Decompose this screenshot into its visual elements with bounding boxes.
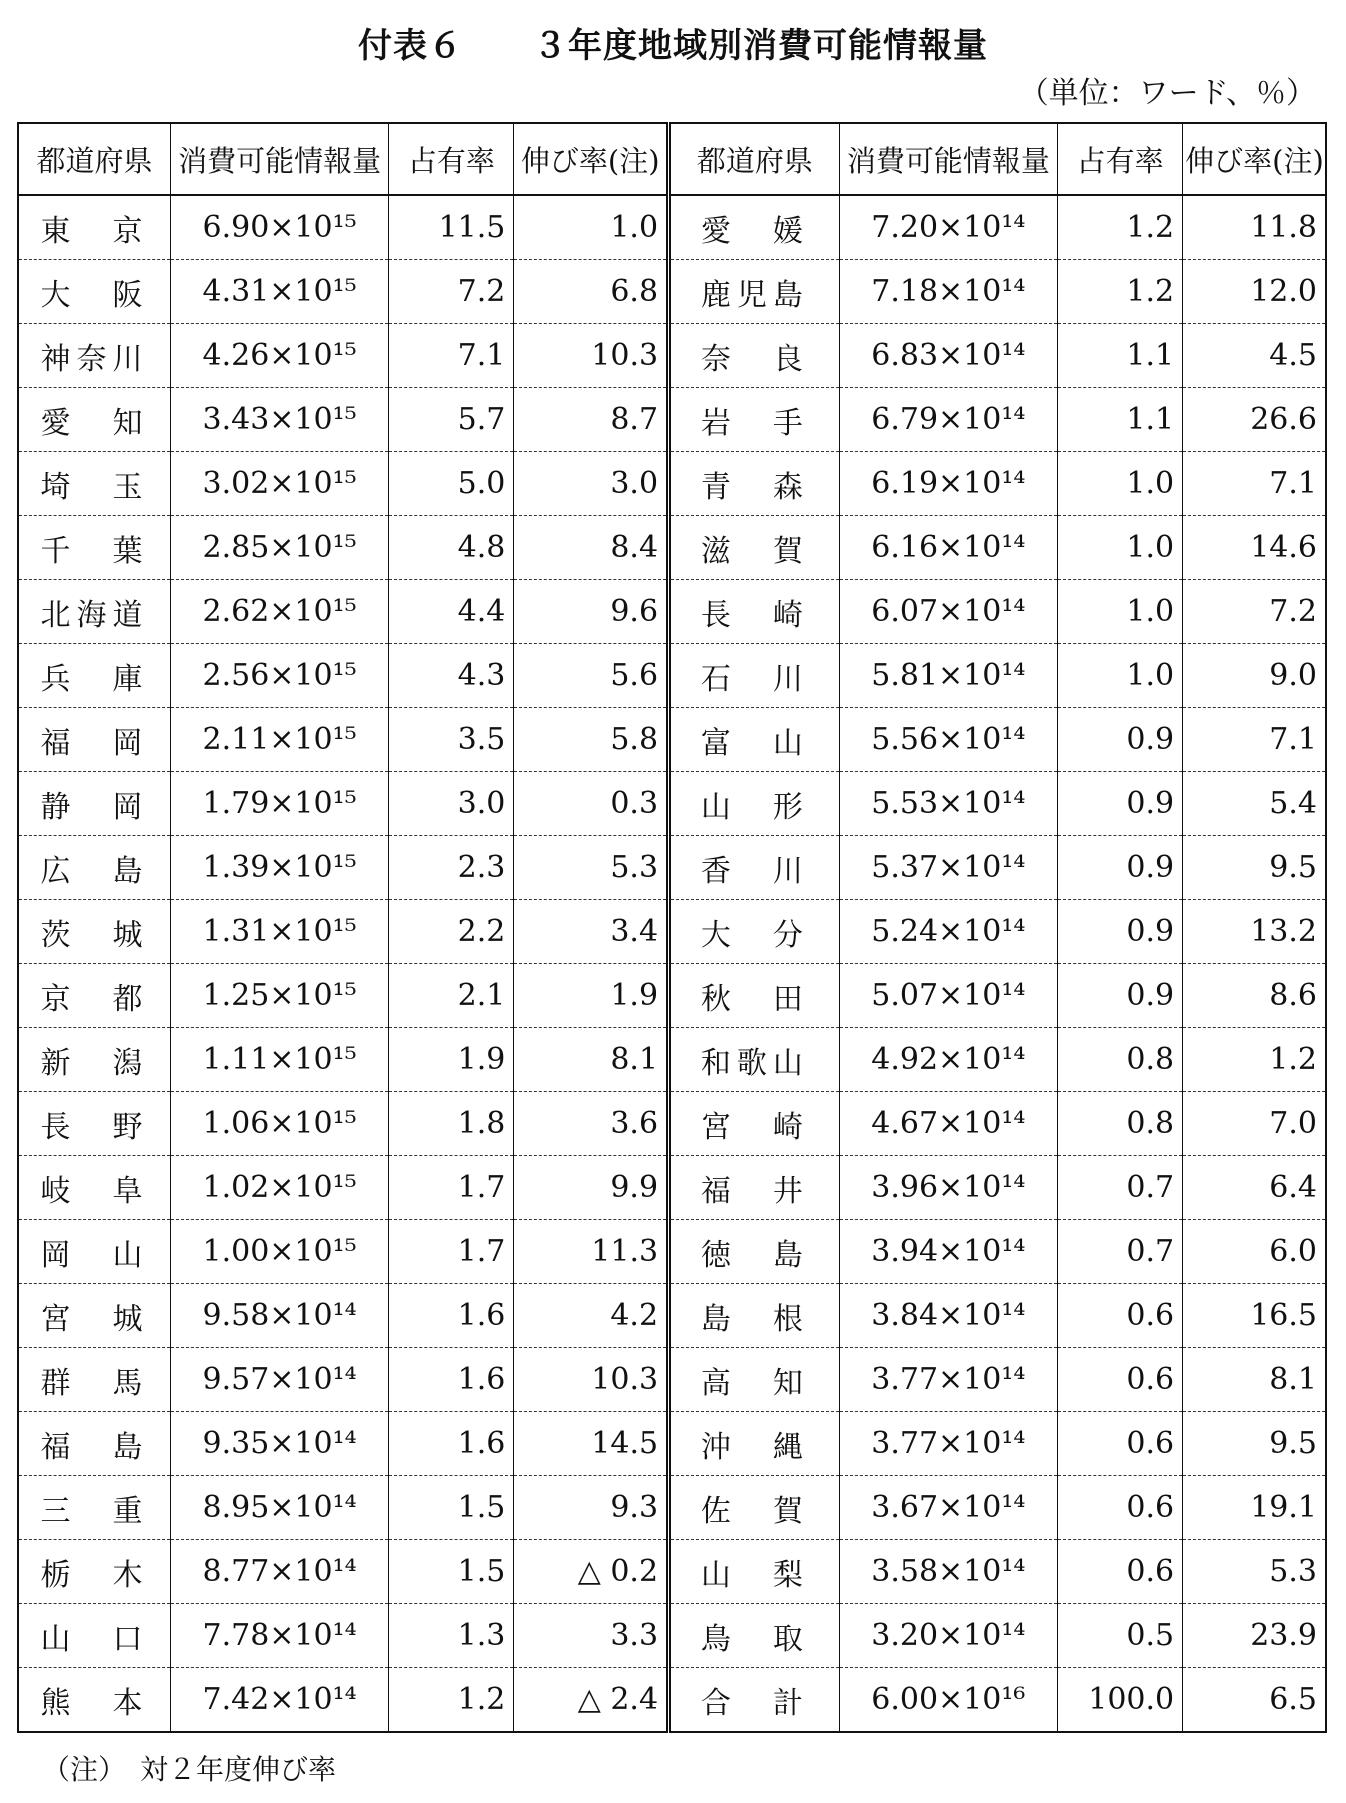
info-amount-cell: 5.56×10¹⁴ <box>839 708 1057 772</box>
prefecture-cell: 岐 阜 <box>18 1156 170 1220</box>
prefecture-cell: 山 梨 <box>669 1540 840 1604</box>
table-row <box>18 1348 1326 1412</box>
info-amount-cell: 7.78×10¹⁴ <box>170 1604 388 1668</box>
prefecture-cell: 茨 城 <box>18 900 170 964</box>
table-row <box>18 708 1326 772</box>
table-row <box>18 1668 1326 1733</box>
share-cell: 1.9 <box>389 1028 514 1092</box>
growth-cell: 11.8 <box>1183 195 1326 260</box>
growth-cell: 23.9 <box>1183 1604 1326 1668</box>
info-amount-cell: 2.11×10¹⁵ <box>170 708 388 772</box>
growth-cell: 3.4 <box>514 900 669 964</box>
share-cell: 0.5 <box>1058 1604 1183 1668</box>
share-cell: 1.0 <box>1058 516 1183 580</box>
info-amount-cell: 1.79×10¹⁵ <box>170 772 388 836</box>
info-amount-cell: 3.58×10¹⁴ <box>839 1540 1057 1604</box>
growth-cell: 8.1 <box>514 1028 669 1092</box>
info-amount-cell: 3.96×10¹⁴ <box>839 1156 1057 1220</box>
prefecture-cell: 徳 島 <box>669 1220 840 1284</box>
info-amount-cell: 8.77×10¹⁴ <box>170 1540 388 1604</box>
info-amount-cell: 3.20×10¹⁴ <box>839 1604 1057 1668</box>
info-amount-cell: 5.37×10¹⁴ <box>839 836 1057 900</box>
growth-cell: 4.2 <box>514 1284 669 1348</box>
table-row <box>18 1028 1326 1092</box>
info-amount-cell: 9.35×10¹⁴ <box>170 1412 388 1476</box>
growth-cell: 5.3 <box>514 836 669 900</box>
share-cell: 1.7 <box>389 1156 514 1220</box>
share-cell: 0.9 <box>1058 964 1183 1028</box>
growth-cell: 11.3 <box>514 1220 669 1284</box>
table-row <box>18 836 1326 900</box>
growth-cell: 26.6 <box>1183 388 1326 452</box>
share-cell: 0.6 <box>1058 1412 1183 1476</box>
info-amount-cell: 7.18×10¹⁴ <box>839 260 1057 324</box>
table-row <box>18 516 1326 580</box>
info-amount-cell: 7.20×10¹⁴ <box>839 195 1057 260</box>
growth-cell: 7.1 <box>1183 452 1326 516</box>
regional-info-table <box>17 122 1327 1733</box>
prefecture-cell: 香 川 <box>669 836 840 900</box>
share-cell: 0.8 <box>1058 1092 1183 1156</box>
table-row <box>18 1540 1326 1604</box>
table-row <box>18 1220 1326 1284</box>
table-row <box>18 1284 1326 1348</box>
growth-cell: 8.7 <box>514 388 669 452</box>
growth-cell: 1.2 <box>1183 1028 1326 1092</box>
share-cell: 0.9 <box>1058 836 1183 900</box>
info-amount-cell: 6.19×10¹⁴ <box>839 452 1057 516</box>
prefecture-cell: 北海道 <box>18 580 170 644</box>
table-row <box>18 260 1326 324</box>
growth-cell: 8.4 <box>514 516 669 580</box>
prefecture-cell: 千 葉 <box>18 516 170 580</box>
growth-cell: 5.8 <box>514 708 669 772</box>
share-cell: 1.2 <box>1058 260 1183 324</box>
info-amount-cell: 2.56×10¹⁵ <box>170 644 388 708</box>
growth-cell: 9.9 <box>514 1156 669 1220</box>
info-amount-cell: 3.84×10¹⁴ <box>839 1284 1057 1348</box>
prefecture-cell: 和歌山 <box>669 1028 840 1092</box>
growth-cell: 16.5 <box>1183 1284 1326 1348</box>
info-amount-cell: 6.07×10¹⁴ <box>839 580 1057 644</box>
growth-cell: 9.6 <box>514 580 669 644</box>
info-amount-cell: 4.67×10¹⁴ <box>839 1092 1057 1156</box>
info-amount-cell: 6.00×10¹⁶ <box>839 1668 1057 1733</box>
header-row <box>18 123 1326 195</box>
info-amount-cell: 1.25×10¹⁵ <box>170 964 388 1028</box>
info-amount-cell: 9.57×10¹⁴ <box>170 1348 388 1412</box>
share-cell: 7.2 <box>389 260 514 324</box>
table-row <box>18 580 1326 644</box>
share-cell: 5.0 <box>389 452 514 516</box>
prefecture-cell: 鹿児島 <box>669 260 840 324</box>
info-amount-cell: 5.81×10¹⁴ <box>839 644 1057 708</box>
table-row <box>18 1156 1326 1220</box>
prefecture-cell: 兵 庫 <box>18 644 170 708</box>
header-info-amount: 消費可能情報量 <box>839 123 1057 195</box>
table-row <box>18 772 1326 836</box>
prefecture-cell: 島 根 <box>669 1284 840 1348</box>
growth-cell: 5.3 <box>1183 1540 1326 1604</box>
share-cell: 1.1 <box>1058 388 1183 452</box>
info-amount-cell: 3.02×10¹⁵ <box>170 452 388 516</box>
growth-cell: 8.6 <box>1183 964 1326 1028</box>
prefecture-cell: 群 馬 <box>18 1348 170 1412</box>
prefecture-cell: 京 都 <box>18 964 170 1028</box>
growth-cell: 10.3 <box>514 324 669 388</box>
info-amount-cell: 1.31×10¹⁵ <box>170 900 388 964</box>
share-cell: 1.7 <box>389 1220 514 1284</box>
share-cell: 0.7 <box>1058 1220 1183 1284</box>
share-cell: 2.3 <box>389 836 514 900</box>
info-amount-cell: 1.11×10¹⁵ <box>170 1028 388 1092</box>
growth-cell: 12.0 <box>1183 260 1326 324</box>
prefecture-cell: 愛 知 <box>18 388 170 452</box>
share-cell: 1.0 <box>1058 452 1183 516</box>
share-cell: 7.1 <box>389 324 514 388</box>
info-amount-cell: 5.07×10¹⁴ <box>839 964 1057 1028</box>
growth-cell: 4.5 <box>1183 324 1326 388</box>
footnote: （注） 対２年度伸び率 <box>42 1753 337 1786</box>
prefecture-cell: 秋 田 <box>669 964 840 1028</box>
header-growth: 伸び率(注) <box>1183 123 1326 195</box>
prefecture-cell: 奈 良 <box>669 324 840 388</box>
growth-cell: 19.1 <box>1183 1476 1326 1540</box>
share-cell: 3.0 <box>389 772 514 836</box>
unit-label: （単位：ワード、％） <box>1018 76 1316 111</box>
info-amount-cell: 4.26×10¹⁵ <box>170 324 388 388</box>
info-amount-cell: 5.24×10¹⁴ <box>839 900 1057 964</box>
growth-cell: 5.6 <box>514 644 669 708</box>
table-row <box>18 1412 1326 1476</box>
table-title: 付表６ ３年度地域別消費可能情報量 <box>358 26 988 66</box>
share-cell: 4.8 <box>389 516 514 580</box>
prefecture-cell: 静 岡 <box>18 772 170 836</box>
share-cell: 2.1 <box>389 964 514 1028</box>
share-cell: 3.5 <box>389 708 514 772</box>
header-info-amount: 消費可能情報量 <box>170 123 388 195</box>
growth-cell: 9.0 <box>1183 644 1326 708</box>
growth-cell: 0.3 <box>514 772 669 836</box>
share-cell: 1.3 <box>389 1604 514 1668</box>
growth-cell: 6.0 <box>1183 1220 1326 1284</box>
prefecture-cell: 宮 崎 <box>669 1092 840 1156</box>
info-amount-cell: 6.83×10¹⁴ <box>839 324 1057 388</box>
info-amount-cell: 3.67×10¹⁴ <box>839 1476 1057 1540</box>
share-cell: 0.7 <box>1058 1156 1183 1220</box>
share-cell: 0.6 <box>1058 1540 1183 1604</box>
share-cell: 0.6 <box>1058 1476 1183 1540</box>
header-share: 占有率 <box>389 123 514 195</box>
prefecture-cell: 佐 賀 <box>669 1476 840 1540</box>
info-amount-cell: 3.77×10¹⁴ <box>839 1412 1057 1476</box>
growth-cell: 13.2 <box>1183 900 1326 964</box>
info-amount-cell: 4.92×10¹⁴ <box>839 1028 1057 1092</box>
header-growth: 伸び率(注) <box>514 123 669 195</box>
info-amount-cell: 3.77×10¹⁴ <box>839 1348 1057 1412</box>
prefecture-cell: 広 島 <box>18 836 170 900</box>
share-cell: 4.4 <box>389 580 514 644</box>
share-cell: 0.9 <box>1058 708 1183 772</box>
growth-cell: 7.2 <box>1183 580 1326 644</box>
growth-cell: 10.3 <box>514 1348 669 1412</box>
growth-cell: 14.5 <box>514 1412 669 1476</box>
growth-cell: △ 0.2 <box>514 1540 669 1604</box>
info-amount-cell: 5.53×10¹⁴ <box>839 772 1057 836</box>
share-cell: 5.7 <box>389 388 514 452</box>
prefecture-cell: 石 川 <box>669 644 840 708</box>
share-cell: 0.6 <box>1058 1284 1183 1348</box>
prefecture-cell: 滋 賀 <box>669 516 840 580</box>
info-amount-cell: 6.90×10¹⁵ <box>170 195 388 260</box>
share-cell: 1.0 <box>1058 644 1183 708</box>
growth-cell: 6.5 <box>1183 1668 1326 1733</box>
prefecture-cell: 福 島 <box>18 1412 170 1476</box>
share-cell: 0.9 <box>1058 900 1183 964</box>
share-cell: 1.8 <box>389 1092 514 1156</box>
info-amount-cell: 1.02×10¹⁵ <box>170 1156 388 1220</box>
share-cell: 11.5 <box>389 195 514 260</box>
info-amount-cell: 4.31×10¹⁵ <box>170 260 388 324</box>
prefecture-cell: 福 岡 <box>18 708 170 772</box>
share-cell: 1.5 <box>389 1476 514 1540</box>
prefecture-cell: 合 計 <box>669 1668 840 1733</box>
info-amount-cell: 7.42×10¹⁴ <box>170 1668 388 1733</box>
growth-cell: 3.6 <box>514 1092 669 1156</box>
table-row <box>18 1092 1326 1156</box>
info-amount-cell: 1.06×10¹⁵ <box>170 1092 388 1156</box>
growth-cell: 7.1 <box>1183 708 1326 772</box>
prefecture-cell: 山 形 <box>669 772 840 836</box>
prefecture-cell: 富 山 <box>669 708 840 772</box>
info-amount-cell: 1.39×10¹⁵ <box>170 836 388 900</box>
prefecture-cell: 福 井 <box>669 1156 840 1220</box>
table-row <box>18 452 1326 516</box>
share-cell: 1.5 <box>389 1540 514 1604</box>
info-amount-cell: 3.43×10¹⁵ <box>170 388 388 452</box>
prefecture-cell: 新 潟 <box>18 1028 170 1092</box>
growth-cell: 1.0 <box>514 195 669 260</box>
table-row <box>18 964 1326 1028</box>
share-cell: 0.8 <box>1058 1028 1183 1092</box>
prefecture-cell: 長 野 <box>18 1092 170 1156</box>
info-amount-cell: 8.95×10¹⁴ <box>170 1476 388 1540</box>
prefecture-cell: 鳥 取 <box>669 1604 840 1668</box>
growth-cell: 6.4 <box>1183 1156 1326 1220</box>
growth-cell: 14.6 <box>1183 516 1326 580</box>
share-cell: 100.0 <box>1058 1668 1183 1733</box>
share-cell: 1.1 <box>1058 324 1183 388</box>
growth-cell: 9.5 <box>1183 836 1326 900</box>
share-cell: 4.3 <box>389 644 514 708</box>
growth-cell: 9.3 <box>514 1476 669 1540</box>
header-share: 占有率 <box>1058 123 1183 195</box>
share-cell: 1.6 <box>389 1284 514 1348</box>
share-cell: 0.9 <box>1058 772 1183 836</box>
prefecture-cell: 大 阪 <box>18 260 170 324</box>
table-row <box>18 1604 1326 1668</box>
growth-cell: 5.4 <box>1183 772 1326 836</box>
info-amount-cell: 9.58×10¹⁴ <box>170 1284 388 1348</box>
growth-cell: 8.1 <box>1183 1348 1326 1412</box>
prefecture-cell: 大 分 <box>669 900 840 964</box>
share-cell: 1.6 <box>389 1412 514 1476</box>
prefecture-cell: 長 崎 <box>669 580 840 644</box>
growth-cell: 7.0 <box>1183 1092 1326 1156</box>
table-row <box>18 900 1326 964</box>
prefecture-cell: 熊 本 <box>18 1668 170 1733</box>
prefecture-cell: 宮 城 <box>18 1284 170 1348</box>
prefecture-cell: 埼 玉 <box>18 452 170 516</box>
info-amount-cell: 1.00×10¹⁵ <box>170 1220 388 1284</box>
prefecture-cell: 岡 山 <box>18 1220 170 1284</box>
growth-cell: 3.0 <box>514 452 669 516</box>
table-row <box>18 195 1326 260</box>
share-cell: 1.2 <box>1058 195 1183 260</box>
growth-cell: 3.3 <box>514 1604 669 1668</box>
header-prefecture: 都道府県 <box>18 123 170 195</box>
info-amount-cell: 2.85×10¹⁵ <box>170 516 388 580</box>
table-row <box>18 1476 1326 1540</box>
info-amount-cell: 6.16×10¹⁴ <box>839 516 1057 580</box>
info-amount-cell: 6.79×10¹⁴ <box>839 388 1057 452</box>
prefecture-cell: 東 京 <box>18 195 170 260</box>
prefecture-cell: 愛 媛 <box>669 195 840 260</box>
growth-cell: 9.5 <box>1183 1412 1326 1476</box>
share-cell: 1.6 <box>389 1348 514 1412</box>
prefecture-cell: 青 森 <box>669 452 840 516</box>
share-cell: 1.2 <box>389 1668 514 1733</box>
prefecture-cell: 沖 縄 <box>669 1412 840 1476</box>
share-cell: 0.6 <box>1058 1348 1183 1412</box>
table-row <box>18 644 1326 708</box>
prefecture-cell: 岩 手 <box>669 388 840 452</box>
growth-cell: 6.8 <box>514 260 669 324</box>
table-row <box>18 324 1326 388</box>
info-amount-cell: 3.94×10¹⁴ <box>839 1220 1057 1284</box>
prefecture-cell: 山 口 <box>18 1604 170 1668</box>
share-cell: 1.0 <box>1058 580 1183 644</box>
growth-cell: 1.9 <box>514 964 669 1028</box>
share-cell: 2.2 <box>389 900 514 964</box>
header-prefecture: 都道府県 <box>669 123 840 195</box>
prefecture-cell: 高 知 <box>669 1348 840 1412</box>
prefecture-cell: 神奈川 <box>18 324 170 388</box>
growth-cell: △ 2.4 <box>514 1668 669 1733</box>
info-amount-cell: 2.62×10¹⁵ <box>170 580 388 644</box>
prefecture-cell: 三 重 <box>18 1476 170 1540</box>
table-row <box>18 388 1326 452</box>
prefecture-cell: 栃 木 <box>18 1540 170 1604</box>
